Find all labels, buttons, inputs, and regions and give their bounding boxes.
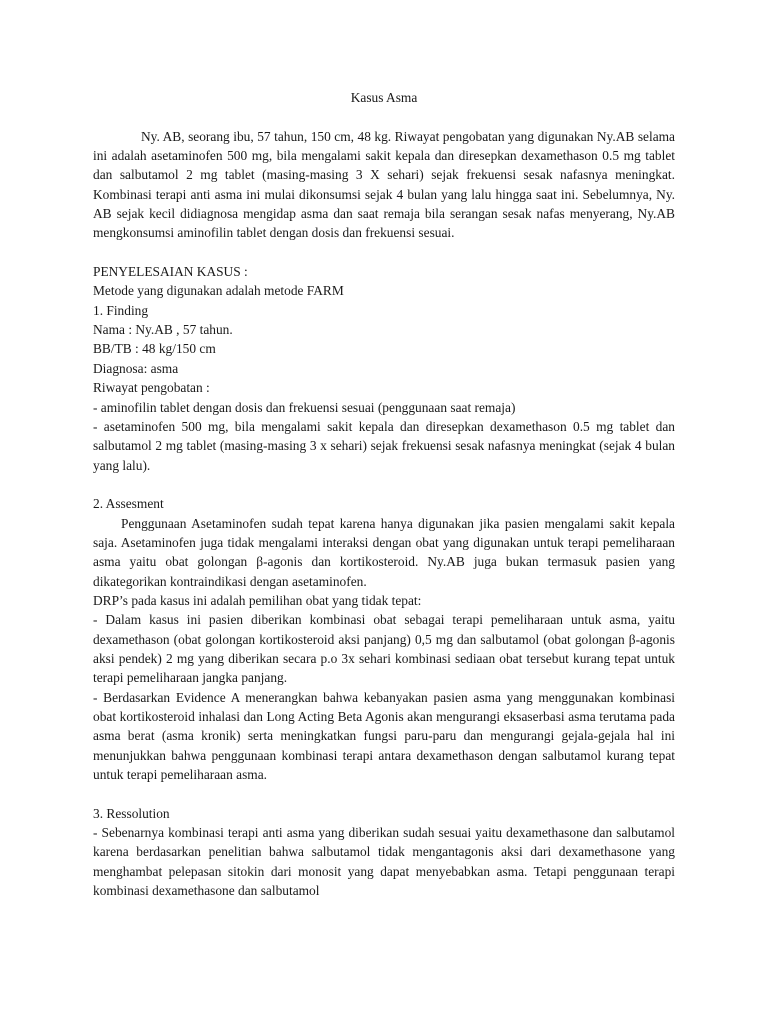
history-item: - asetaminofen 500 mg, bila mengalami sakit kepala dan diresepkan dexamethason 0.5 mg tablet dan salbutamol 2 mg tablet (masing-masing 3 x sehari) sejak frekuensi sesak nafasnya meningkat (sejak 4 bulan yang lalu). (93, 418, 675, 473)
assessment-point: - Berdasarkan Evidence A menerangkan bahwa kebanyakan pasien asma yang menggunakan kombinasi obat kortikosteroid inhalasi dan Long Acting Beta Agonis akan mengurangi eksaserbasi asma terutama pada asma berat (asma kronik) serta meningkatkan fungsi paru-paru dan mengurangi gejala-gejala hal ini menunjukkan bahwa penggunaan kombinasi terapi antara dexamethason dengan salbutamol kurang tepat untuk terapi pemeliharaan asma. (93, 689, 675, 783)
patient-diagnosis: Diagnosa: asma (93, 360, 179, 376)
patient-bbtb: BB/TB : 48 kg/150 cm (93, 341, 216, 357)
assessment-heading: 2. Assesment (93, 496, 164, 512)
resolution-heading: 3. Ressolution (93, 805, 170, 821)
assessment-paragraph: Penggunaan Asetaminofen sudah tepat karena hanya digunakan jika pasien mengalami sakit kepala saja. Asetaminofen juga tidak mengalami interaksi dengan obat yang digunakan untuk terapi pemeliharaan asma yaitu obat golongan β-agonis dan kortikosteroid. Ny.AB juga bukan termasuk pasien yang dikategorikan kontraindikasi dengan asetaminofen. (93, 515, 675, 589)
history-item: - aminofilin tablet dengan dosis dan frekuensi sesuai (penggunaan saat remaja) (93, 399, 516, 415)
document-page (93, 88, 675, 900)
assessment-point: - Dalam kasus ini pasien diberikan kombinasi obat sebagai terapi pemeliharaan untuk asma, yaitu dexamethason (obat golongan kortikosteroid aksi panjang) 0,5 mg dan salbutamol (obat golongan β-agonis aksi pendek) 2 mg yang diberikan secara p.o 3x sehari kombinasi sediaan obat tersebut kurang tepat untuk terapi pemeliharaan jangka panjang. (93, 612, 675, 686)
resolution-point: - Sebenarnya kombinasi terapi anti asma yang diberikan sudah sesuai yaitu dexamethasone dan salbutamol karena berdasarkan penelitian bahwa salbutamol tidak mengantagonis aksi dari dexamethasone yang menghambat pelepasan sitokin dari monosit yang dapat menyebabkan asma. Tetapi penggunaan terapi kombinasi dexamethasone dan salbutamol (93, 825, 675, 899)
patient-name: Nama : Ny.AB , 57 tahun. (93, 322, 233, 338)
document-title: Kasus Asma (350, 90, 418, 105)
method-line: Metode yang digunakan adalah metode FARM (93, 283, 344, 299)
history-label: Riwayat pengobatan : (93, 380, 210, 396)
solution-heading: PENYELESAIAN KASUS : (93, 264, 248, 280)
spacer (93, 107, 675, 126)
drp-line: DRP’s pada kasus ini adalah pemilihan obat yang tidak tepat: (93, 592, 422, 608)
finding-heading: 1. Finding (93, 302, 149, 318)
spacer (93, 243, 675, 262)
spacer (93, 475, 675, 494)
spacer (93, 784, 675, 803)
case-intro-paragraph: Ny. AB, seorang ibu, 57 tahun, 150 cm, 48 kg. Riwayat pengobatan yang digunakan Ny.AB selama ini adalah asetaminofen 500 mg, bila mengalami sakit kepala dan diresepkan dexamethason 0.5 mg tablet dan salbutamol 2 mg tablet (masing-masing 3 X sehari) sejak frekuensi sesak nafasnya meningkat. Kombinasi terapi anti asma ini mulai dikonsumsi sejak 4 bulan yang lalu hingga saat ini. Sebelumnya, Ny. AB sejak kecil didiagnosa mengidap asma dan saat remaja bila serangan sesak nafas menyerang, Ny.AB mengkonsumsi aminofilin tablet dengan dosis dan frekuensi sesuai. (93, 128, 675, 241)
